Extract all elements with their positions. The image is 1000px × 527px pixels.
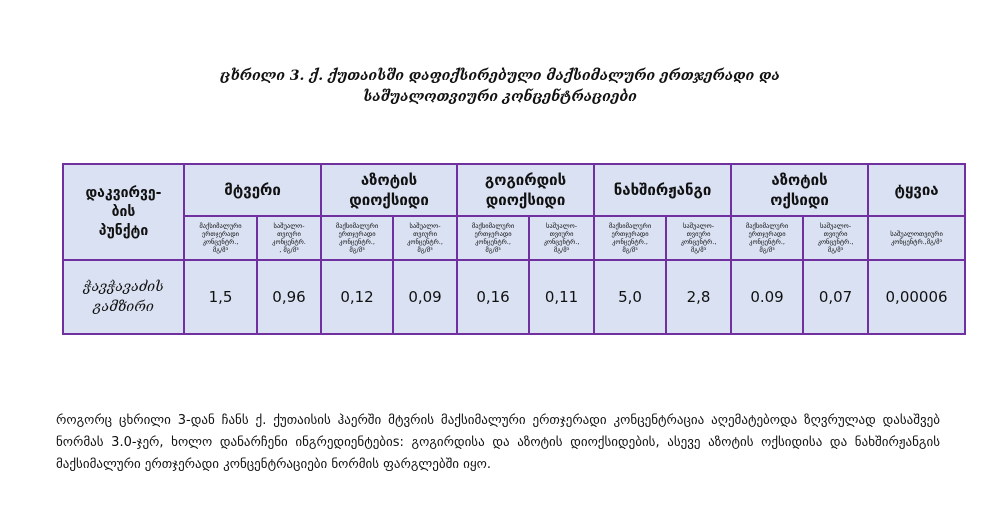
station-name-line: გამზირი (93, 299, 154, 315)
subheader-line: თვიური (549, 230, 574, 238)
subheader-line: ერთჯერადი (338, 230, 376, 238)
group-header-nitrogen-dioxide (321, 164, 457, 216)
group-header-line: აზოტის (360, 171, 418, 189)
subheader-line: ერთჯერადი (611, 230, 649, 238)
caption-line-1: ცხრილი 3. ქ. ქუთაისში დაფიქსირებული მაქსიმალური ერთჯერადი და (220, 68, 780, 84)
subheader-line: საშუალო- (409, 222, 441, 230)
subheader-line: ერთჯერადი (201, 230, 240, 238)
subheader-line: მგ/მ³ (212, 246, 229, 254)
subheader-line: ერთჯერადი (748, 230, 786, 238)
subheader-line: კონცენტრ., (612, 238, 648, 246)
subheader-line: მაქსიმალური (471, 222, 515, 230)
subheader-line: მგ/მ³ (690, 246, 707, 254)
subheader-monthly-avg (257, 216, 321, 260)
group-header-line: ტყვია (894, 181, 939, 199)
value-cell: 0,00006 (868, 260, 965, 334)
subheader-line: თვიური (823, 230, 848, 238)
station-header-line: ბის (111, 203, 136, 220)
subheader-line: მგ/მ³ (485, 246, 501, 254)
group-header-carbon-monoxide (594, 164, 731, 216)
subheader-max-single (184, 216, 257, 260)
subheader-line: მგ/მ³ (827, 246, 844, 254)
subheader-line: კონცენტრ. (272, 238, 306, 246)
subheader-line: მაქსიმალური (199, 222, 242, 230)
group-header-sulfur-dioxide (457, 164, 594, 216)
group-header-lead (868, 164, 965, 216)
subheader-line: მაქსიმალური (608, 222, 652, 230)
subheader-line: საშუალო- (819, 222, 852, 230)
subheader-line: მგ/მ³ (622, 246, 638, 254)
group-header-line: ნახშირჟანგი (613, 181, 712, 199)
subheader-max-single (594, 216, 666, 260)
subheader-line: საშუალო- (273, 222, 305, 230)
subheader-line: თვიური (277, 230, 301, 238)
station-name-cell (63, 260, 184, 334)
value-cell: 0,96 (257, 260, 321, 334)
group-header-line: აზოტის (771, 171, 828, 189)
table-header-row (63, 164, 965, 216)
table-row (63, 260, 965, 334)
subheader-line: კონცენტრ., (543, 238, 580, 246)
subheader-line: კონცენტრ., (475, 238, 511, 246)
value-cell: 0,16 (457, 260, 529, 334)
subheader-line: მაქსიმალური (335, 222, 379, 230)
subheader-line: მაქსიმალური (745, 222, 789, 230)
table-caption (0, 66, 1000, 108)
value-cell: 0,09 (393, 260, 457, 334)
subheader-line: მგ/მ³ (417, 246, 433, 254)
station-header-line: დაკვირვე- (85, 184, 162, 201)
subheader-line: თვიური (413, 230, 437, 238)
subheader-monthly-avg (868, 216, 965, 260)
station-header-cell (63, 164, 184, 260)
subheader-monthly-avg (393, 216, 457, 260)
subheader-line: კონცენტრ., (407, 238, 443, 246)
group-header-line: დიოქსიდი (349, 191, 429, 209)
value-cell: 0,07 (803, 260, 868, 334)
group-header-dust (184, 164, 321, 216)
table-subheader-row (63, 216, 965, 260)
group-header-line: გოგირდის (484, 171, 567, 189)
value-cell: 1,5 (184, 260, 257, 334)
subheader-line: კონცენტრ.,მგ/მ³ (890, 238, 943, 246)
subheader-line: კონცენტრ., (817, 238, 854, 246)
value-cell: 5,0 (594, 260, 666, 334)
concentration-table (62, 163, 966, 335)
value-cell: 0,11 (529, 260, 594, 334)
caption-line-2: საშუალოთვიური კონცენტრაციები (363, 89, 637, 105)
subheader-monthly-avg (803, 216, 868, 260)
group-header-line: მტვერი (224, 181, 281, 199)
subheader-line: საშუალო- (682, 222, 715, 230)
subheader-line: კონცენტრ., (339, 238, 375, 246)
group-header-line: ოქსიდი (770, 191, 829, 209)
station-header-line: პუნქტი (98, 222, 149, 239)
station-name-line: ჭავჭავაძის (83, 279, 164, 295)
group-header-nitrogen-oxide (731, 164, 868, 216)
subheader-line: კონცენტრ., (680, 238, 717, 246)
subheader-monthly-avg (666, 216, 731, 260)
subheader-line: კონცენტრ., (749, 238, 785, 246)
subheader-line: მგ/მ³ (553, 246, 570, 254)
value-cell: 2,8 (666, 260, 731, 334)
paragraph-text: როგორც ცხრილი 3-დან ჩანს ქ. ქუთაისის ჰაერში მტვრის მაქსიმალური ერთჯერადი კონცენტრაცია აღემატებოდა ზღვრულად დასაშვებ ნორმას 3.0-ჯერ, ხოლო დანარჩენი ინგრედიენტებიs: გოგირდისა და აზოტის დიოქსიდების, ასევე აზოტის ოქსიდისა და ნახშირჟანგის მაქსიმალური ერთჯერადი კონცენტრაციები ნორმის ფარგლებში იყო. (56, 413, 940, 472)
value-cell: 0.09 (731, 260, 803, 334)
subheader-max-single (457, 216, 529, 260)
subheader-line: მგ/მ³ (759, 246, 775, 254)
subheader-line: საშუალო- (545, 222, 578, 230)
subheader-max-single (731, 216, 803, 260)
subheader-line: საშუალოთვიური (890, 230, 943, 238)
subheader-monthly-avg (529, 216, 594, 260)
subheader-line: , მგ/მ³ (279, 246, 299, 254)
subheader-line: კონცენტრ., (202, 238, 239, 246)
subheader-line: თვიური (686, 230, 711, 238)
subheader-max-single (321, 216, 393, 260)
subheader-line: ერთჯერადი (474, 230, 512, 238)
group-header-line: დიოქსიდი (485, 191, 566, 209)
value-cell: 0,12 (321, 260, 393, 334)
body-paragraph (56, 410, 940, 476)
subheader-line: მგ/მ³ (349, 246, 365, 254)
